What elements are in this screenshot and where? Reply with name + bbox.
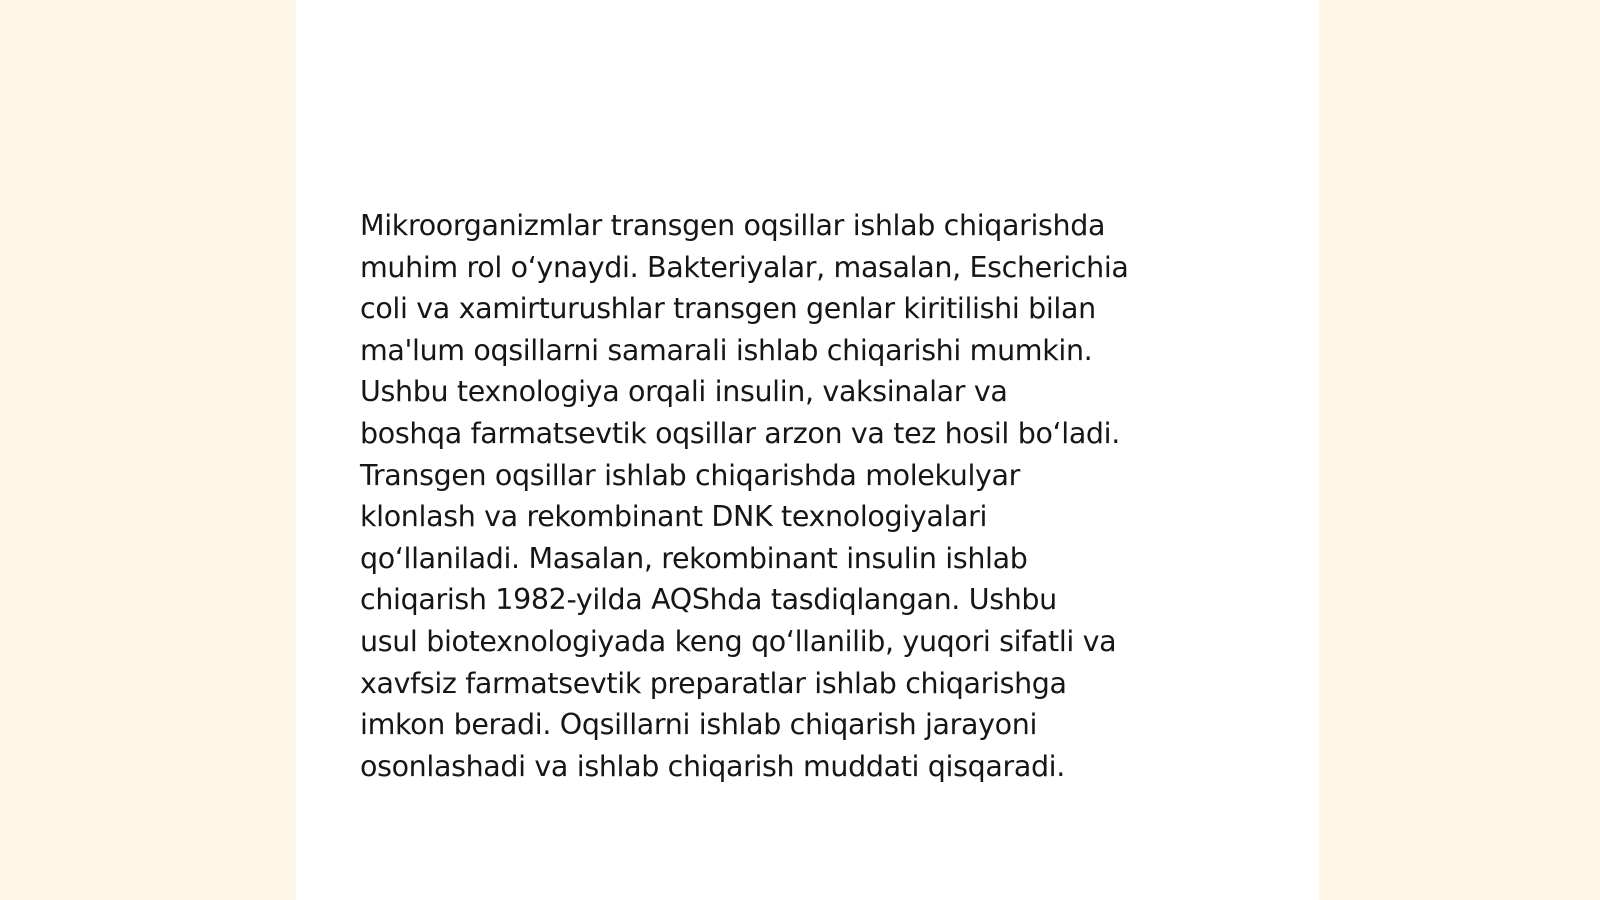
text-line: muhim rol o‘ynaydi. Bakteriyalar, masalan, Escherichia <box>360 250 1129 284</box>
text-line: usul biotexnologiyada keng qo‘llanilib, yuqori sifatli va <box>360 624 1117 658</box>
text-line: osonlashadi va ishlab chiqarish muddati qisqaradi. <box>360 749 1065 783</box>
document-page <box>296 0 1319 900</box>
text-line: imkon beradi. Oqsillarni ishlab chiqarish jarayoni <box>360 708 1038 742</box>
body-paragraph <box>360 205 1260 787</box>
text-line: chiqarish 1982-yilda AQShda tasdiqlangan. Ushbu <box>360 583 1057 617</box>
text-line: Mikroorganizmlar transgen oqsillar ishlab chiqarishda <box>360 209 1106 242</box>
text-line: xavfsiz farmatsevtik preparatlar ishlab chiqarishga <box>360 666 1067 700</box>
text-line: klonlash va rekombinant DNK texnologiyalari <box>360 500 988 534</box>
text-line: qo‘llaniladi. Masalan, rekombinant insulin ishlab <box>360 541 1028 575</box>
text-line: boshqa farmatsevtik oqsillar arzon va tez hosil bo‘ladi. <box>360 416 1120 450</box>
text-line: ma'lum oqsillarni samarali ishlab chiqarishi mumkin. <box>360 333 1093 367</box>
text-line: Ushbu texnologiya orqali insulin, vaksinalar va <box>360 375 1008 409</box>
text-line: Transgen oqsillar ishlab chiqarishda molekulyar <box>360 458 1021 492</box>
text-line: coli va xamirturushlar transgen genlar kiritilishi bilan <box>360 292 1096 326</box>
